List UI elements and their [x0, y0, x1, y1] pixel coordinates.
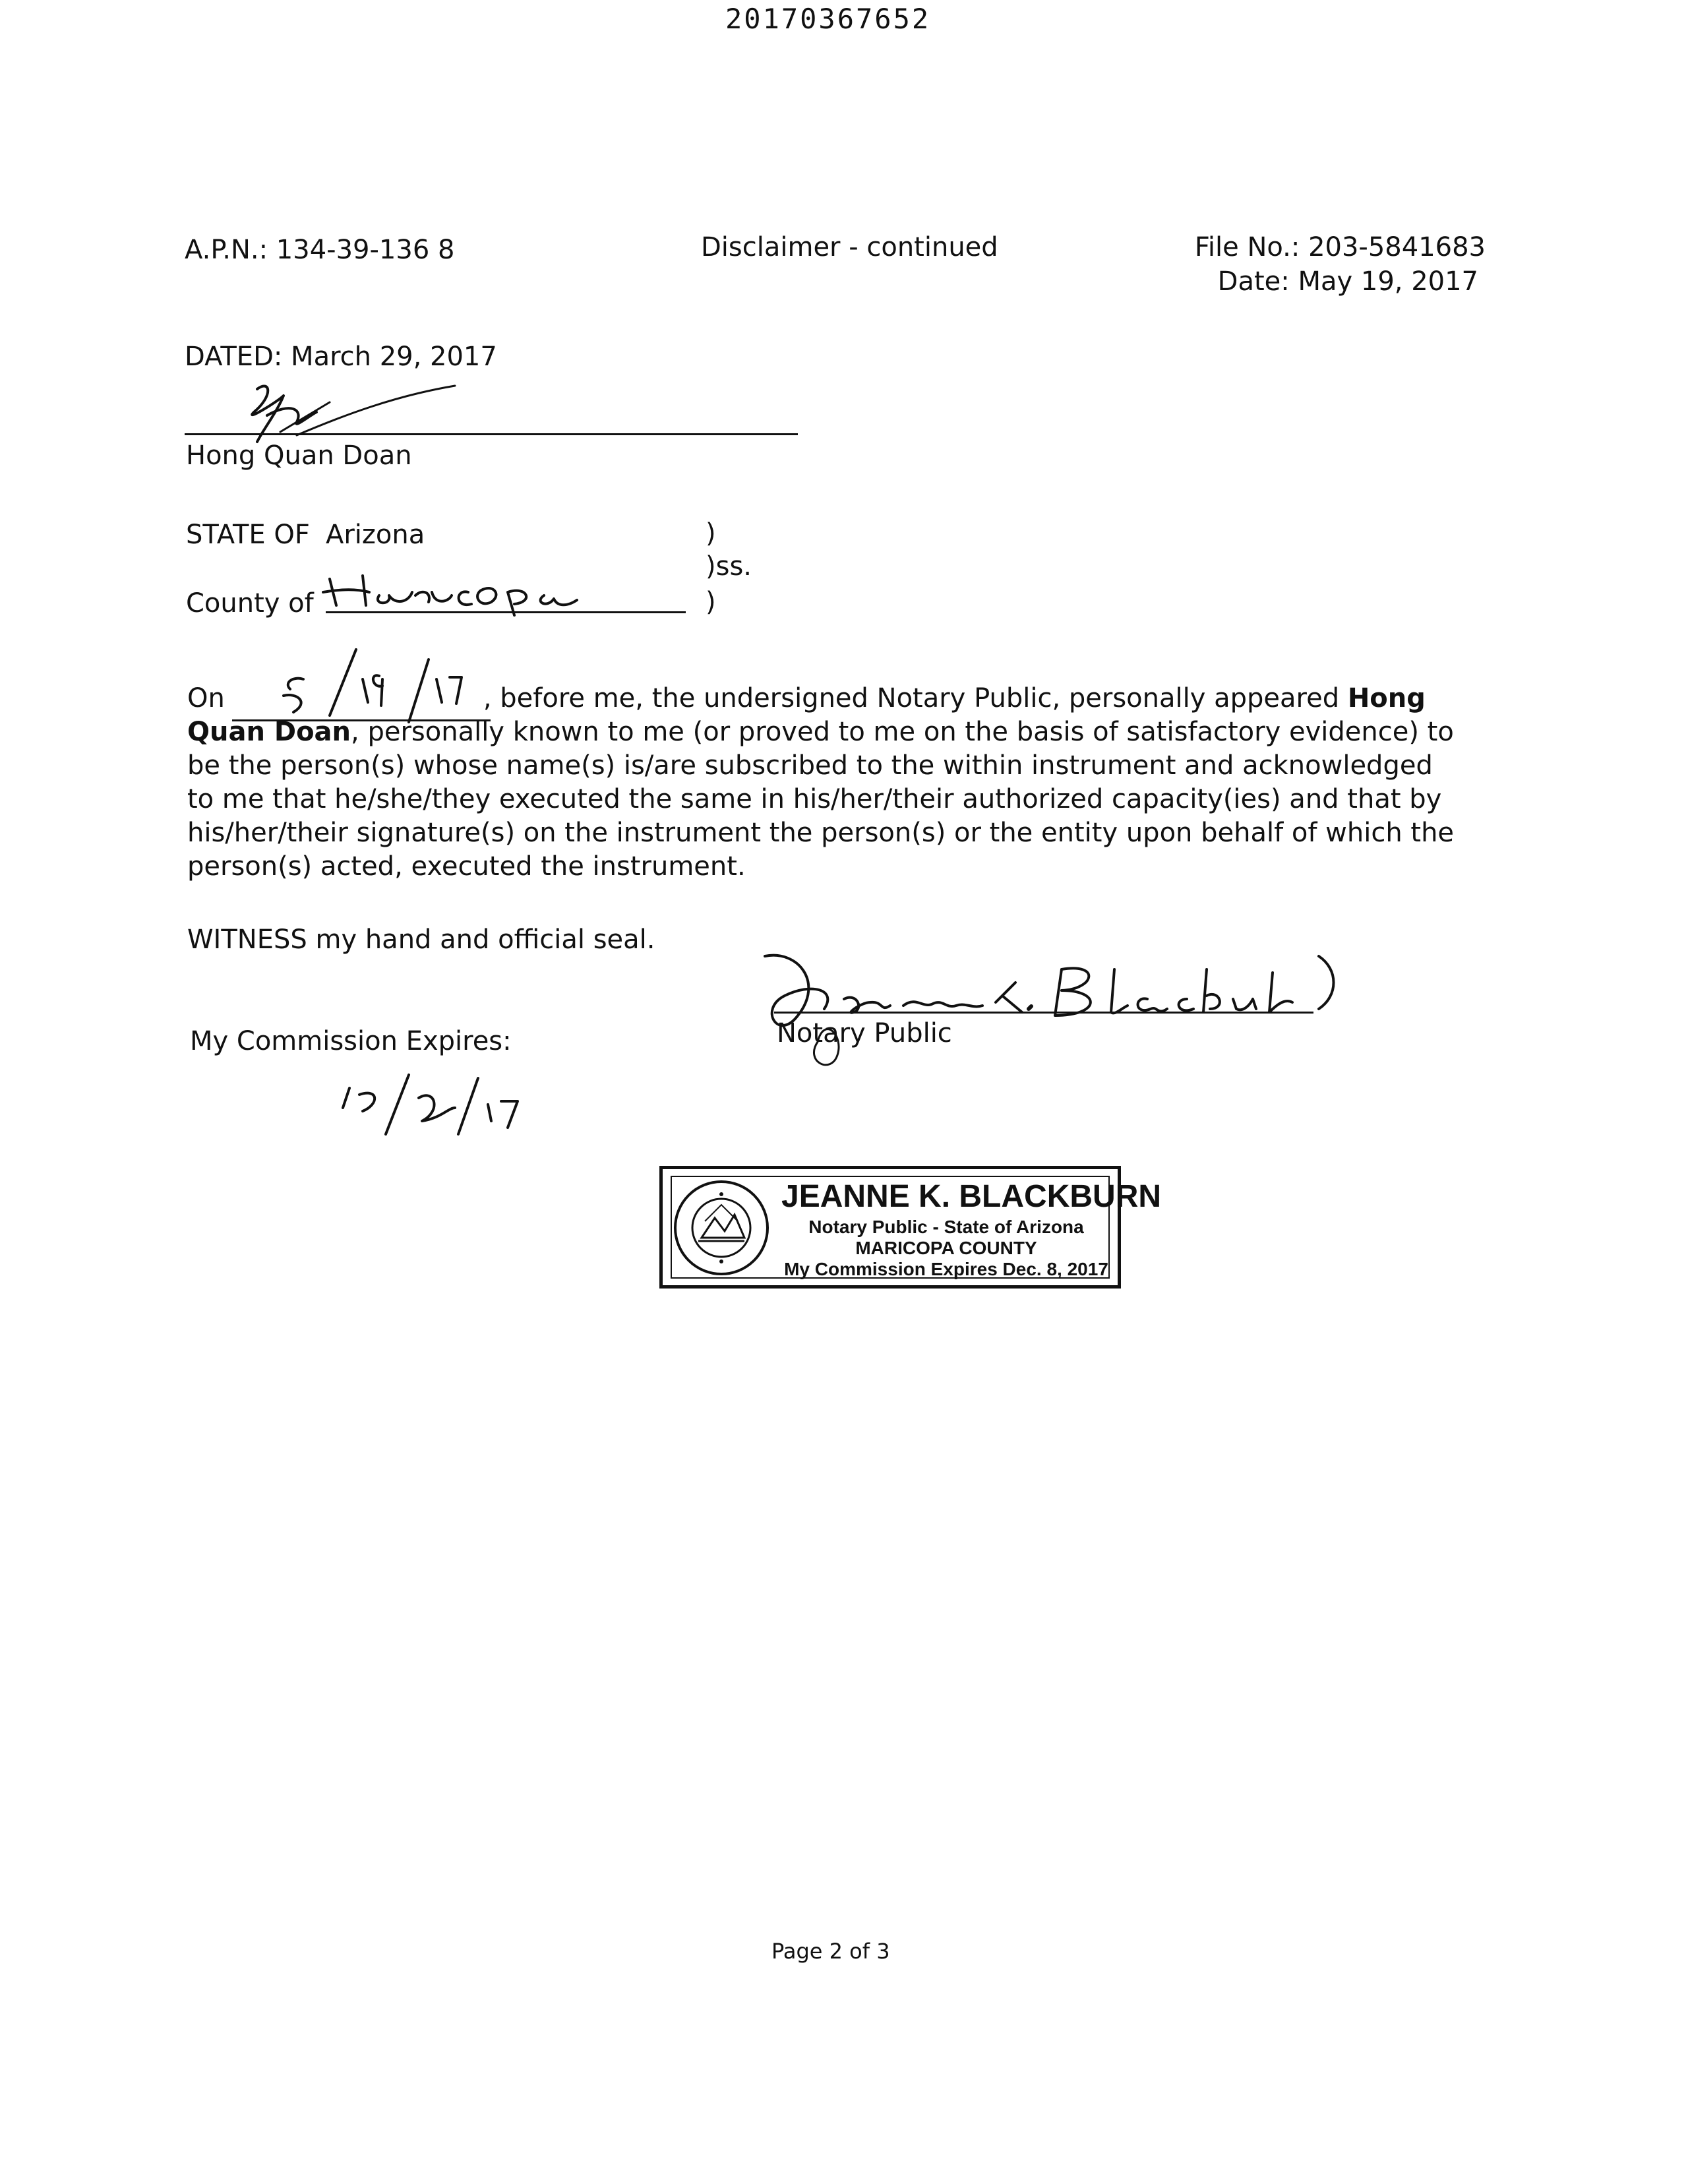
county-line — [326, 611, 686, 613]
state-label: STATE OF — [186, 520, 310, 550]
document-title: Disclaimer - continued — [701, 232, 998, 262]
stamp-county: MARICOPA COUNTY — [855, 1238, 1037, 1258]
ack-text-1: , before me, the undersigned Notary Public, personally appeared — [483, 683, 1348, 713]
stamp-expires: My Commission Expires Dec. 8, 2017 — [784, 1259, 1108, 1279]
venue-paren-top: ) — [706, 518, 716, 549]
ack-text-2: , personally known to me (or proved to me on the basis of satisfactory evidence) to be the person(s) whose name(s) is/are subscribed to the within instrument and acknowledged to me that he/she/they executed the same in his/her/their authorized capacity(ies) and that by his/her/their signature(s) on the instrument the person(s) or the entity upon behalf of which the person(s) acted, executed the instrument. — [187, 717, 1455, 882]
state-value: Arizona — [326, 520, 425, 550]
commission-label: My Commission Expires: — [190, 1026, 512, 1056]
ack-name-bold: Hong Quan Doan — [187, 683, 1426, 747]
county-label: County of — [186, 588, 314, 619]
venue-ss: )ss. — [706, 551, 752, 582]
notary-signature — [745, 943, 1358, 1075]
notary-stamp — [659, 1166, 1162, 1289]
stamp-title: Notary Public - State of Arizona — [808, 1217, 1084, 1237]
page-number: Page 2 of 3 — [771, 1939, 890, 1964]
county-handwriting — [316, 566, 600, 615]
signer-name: Hong Quan Doan — [186, 440, 412, 471]
signer-signature — [218, 376, 468, 448]
apn: A.P.N.: 134-39-136 8 — [185, 235, 455, 265]
on-label: On — [187, 683, 225, 713]
signer-signature-line — [185, 433, 798, 435]
commission-date-handwriting — [330, 1062, 541, 1147]
dated-line: DATED: March 29, 2017 — [185, 342, 497, 372]
acknowledgment-date-line — [232, 719, 491, 721]
witness-text: WITNESS my hand and official seal. — [187, 925, 655, 955]
acknowledgment-date-handwriting — [264, 643, 488, 729]
arizona-seal-icon — [672, 1178, 771, 1277]
notary-signature-line — [774, 1012, 1313, 1014]
recording-number: 20170367652 — [725, 3, 931, 35]
file-number: File No.: 203-5841683 — [1194, 232, 1486, 262]
stamp-name: JEANNE K. BLACKBURN — [781, 1179, 1162, 1214]
venue-paren-bottom: ) — [706, 587, 716, 617]
document-date: Date: May 19, 2017 — [1217, 266, 1478, 297]
notary-label: Notary Public — [777, 1018, 952, 1048]
